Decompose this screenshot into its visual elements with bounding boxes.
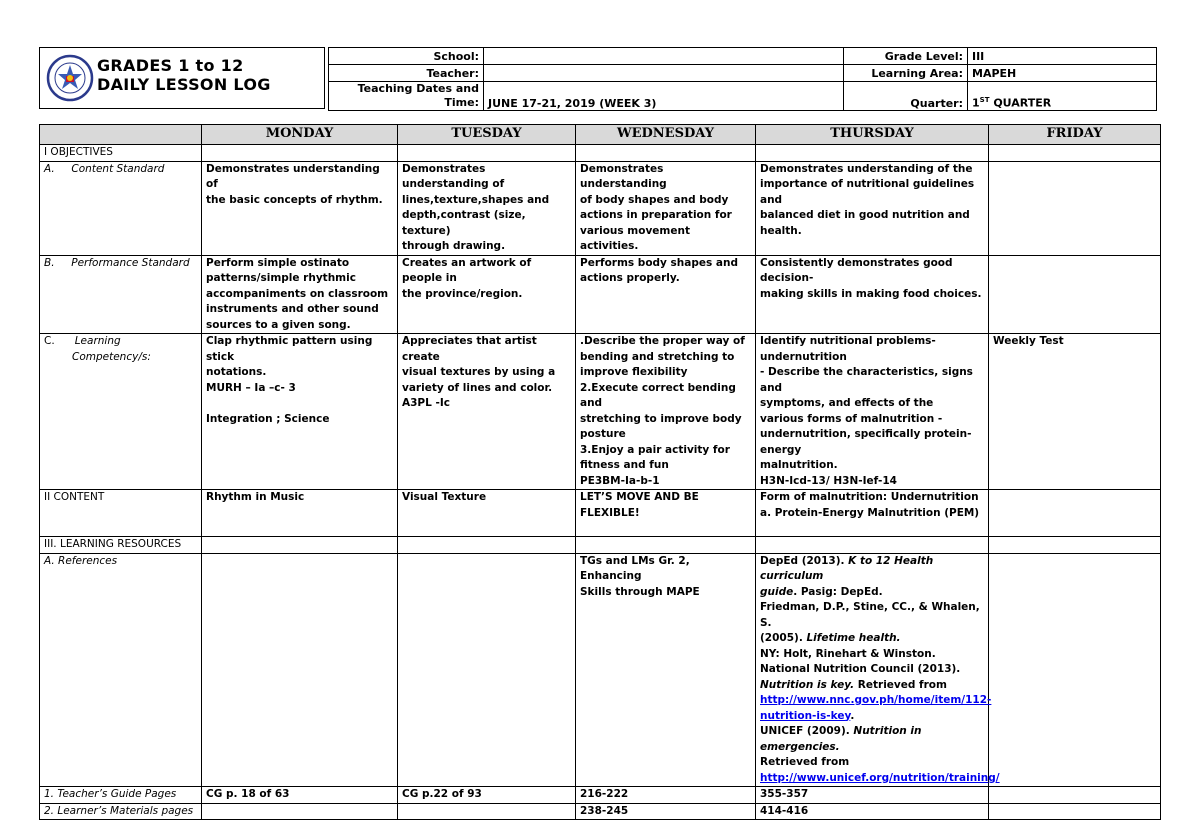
cell-line: Performs body shapes and [580,256,738,269]
cell-line: 2.Execute correct bending and [580,381,736,409]
references-thursday: DepEd (2013). K to 12 Health curriculum guide. Pasig: DepEd. Friedman, D.P., Stine, CC., & Whalen, S. (2005). Lifetime health. NY: Holt, Rinehart & Winston. National Nutrition Council (2013). Nutrition is key. Retrieved from http://www.nnc.gov.ph/home/item/112- nutrition-is-key. UNICEF (2009). Nutrition in emergencies. Retrieved from http://www.unicef.org/nutrition/training/ [756,553,989,787]
cell-line: lines,texture,shapes and [402,193,550,206]
competency-monday [202,334,398,490]
cell-line: - Describe the characteristics, signs and [760,366,973,394]
cell-line: posture [580,428,626,440]
teacher-label: Teacher: [329,65,484,82]
cell-line: the basic concepts of rhythm. [206,193,383,206]
day-header-monday: MONDAY [202,125,398,145]
cell-line: MURH – Ia –c- 3 [206,381,296,394]
performance-standard-monday [202,255,398,334]
performance-standard-row [40,255,1161,334]
performance-standard-label: B. Performance Standard [40,255,202,334]
content-standard-wednesday [576,161,756,255]
cell-line: making skills in making food choices. [760,287,982,300]
day-header-tuesday: TUESDAY [398,125,576,145]
deped-seal-logo [46,52,94,104]
cell-line: notations. [206,366,267,378]
lm-friday [989,803,1161,820]
performance-standard-friday [989,255,1161,334]
cell-line: depth,contrast (size, texture) [402,209,526,237]
performance-standard-tuesday [398,255,576,334]
title-grades: GRADES 1 to 12 [97,56,244,75]
title-daily-lesson-log: DAILY LESSON LOG [97,75,271,94]
cell-line: through drawing. [402,240,506,252]
content-wednesday [576,490,756,537]
competency-thursday [756,334,989,490]
cell-line: Demonstrates understanding of the [760,162,973,175]
cell-line: Form of malnutrition: Undernutrition [760,491,979,503]
cell-line: stretching to improve body [580,412,742,425]
day-header-friday: FRIDAY [989,125,1161,145]
cell-line: TGs and LMs Gr. 2, Enhancing [580,554,690,582]
lm-pages-label: 2. Learner’s Materials pages [40,803,202,820]
cell-line: patterns/simple rhythmic [206,272,356,284]
cell-line: of body shapes and body [580,193,729,206]
performance-standard-wednesday [576,255,756,334]
competency-tuesday [398,334,576,490]
cell-line: symptoms, and effects of the [760,397,934,409]
lm-pages-row [40,803,1161,820]
tg-wednesday: 216-222 [576,787,756,804]
tg-tuesday: CG p.22 of 93 [398,787,576,804]
references-row [40,553,1161,787]
cell-line: A3PL -Ic [402,397,450,409]
references-friday [989,553,1161,787]
cell-line: improve flexibility [580,366,688,378]
cell-line: Demonstrates understanding of [402,162,505,190]
cell-line: Skills through MAPE [580,585,700,598]
cell-line: LET’S MOVE AND BE FLEXIBLE! [580,491,699,519]
learning-resources-row [40,537,1161,554]
cell-line: Consistently demonstrates good decision- [760,256,953,284]
cell-line: various movement activities. [580,224,690,252]
school-label: School: [329,48,484,65]
lm-thursday: 414-416 [756,803,989,820]
objectives-row [40,145,1161,162]
cell-line: the province/region. [402,287,523,300]
lm-monday [202,803,398,820]
content-standard-label: A. Content Standard [40,161,202,255]
cell-line: fitness and fun [580,459,669,471]
cell-line: Clap rhythmic pattern using stick [206,335,373,363]
content-row [40,490,1161,537]
title-block [39,47,325,109]
lesson-log-table [39,124,1161,820]
teacher-field[interactable] [484,65,844,82]
cell-line: .Describe the proper way of [580,335,745,347]
grade-level-label: Grade Level: [844,48,968,65]
cell-line: a. Protein-Energy Malnutrition (PEM) [760,506,980,519]
cell-line: sources to a given song. [206,318,351,331]
content-standard-row [40,161,1161,255]
tg-monday: CG p. 18 of 63 [202,787,398,804]
learning-area-label: Learning Area: [844,65,968,82]
cell-line: importance of nutritional guidelines and [760,178,975,206]
day-header-wednesday: WEDNESDAY [576,125,756,145]
cell-line: health. [760,224,802,237]
objectives-label: I OBJECTIVES [40,145,202,162]
nnc-link-cont[interactable]: nutrition-is-key [760,709,851,722]
competency-friday [989,334,1161,490]
tg-friday [989,787,1161,804]
cell-line: Integration ; Science [206,412,330,425]
cell-line: balanced diet in good nutrition and [760,209,970,221]
content-standard-thursday [756,161,989,255]
content-friday [989,490,1161,537]
cell-line: accompaniments on classroom [206,287,389,300]
cell-line: PE3BM-Ia-b-1 [580,474,660,487]
references-monday [202,553,398,787]
cell-line: undernutrition, specifically protein- [760,428,972,440]
quarter-field[interactable]: 1ST QUARTER [968,82,1157,111]
cell-line: actions in preparation for [580,209,732,221]
content-thursday [756,490,989,537]
tg-pages-label: 1. Teacher’s Guide Pages [40,787,202,804]
lm-tuesday [398,803,576,820]
corner-cell [40,125,202,145]
cell-line: instruments and other sound [206,303,379,315]
cell-line: 3.Enjoy a pair activity for [580,443,730,456]
content-standard-friday [989,161,1161,255]
cell-line: actions properly. [580,272,680,284]
cell-line: various forms of malnutrition - [760,412,943,425]
cell-line: variety of lines and color. [402,381,553,394]
cell-line: Perform simple ostinato [206,256,350,269]
competency-wednesday [576,334,756,490]
teaching-dates-field[interactable]: JUNE 17-21, 2019 (WEEK 3) [484,82,844,111]
competency-row [40,334,1161,490]
learning-resources-label: III. LEARNING RESOURCES [40,537,202,554]
header [39,47,1156,109]
cell-line: Rhythm in Music [206,491,305,503]
cell-line: malnutrition. [760,459,838,471]
quarter-label: Quarter: [844,82,968,111]
tg-pages-row [40,787,1161,804]
cell-line: Demonstrates understanding of [206,162,380,190]
school-field[interactable] [484,48,844,65]
unicef-link[interactable]: http://www.unicef.org/nutrition/training/ [760,771,1000,784]
content-standard-monday [202,161,398,255]
cell-line: Weekly Test [993,335,1064,347]
info-table [328,47,1157,111]
cell-line: energy [760,443,802,456]
content-label: II CONTENT [40,490,202,537]
cell-line: Demonstrates understanding [580,162,667,190]
content-tuesday [398,490,576,537]
day-header-thursday: THURSDAY [756,125,989,145]
cell-line [206,396,393,412]
cell-line: Creates an artwork of people in [402,256,532,284]
content-monday [202,490,398,537]
cell-line: undernutrition [760,350,847,363]
content-standard-tuesday [398,161,576,255]
cell-line: bending and stretching to [580,350,735,363]
references-label: A. References [40,553,202,787]
performance-standard-thursday [756,255,989,334]
cell-line: visual textures by using a [402,366,556,378]
cell-line: Appreciates that artist create [402,335,537,363]
references-tuesday [398,553,576,787]
cell-line: H3N-Icd-13/ H3N-Ief-14 [760,474,897,487]
grade-level-field[interactable]: III [968,48,1157,65]
lm-wednesday: 238-245 [576,803,756,820]
learning-area-field[interactable]: MAPEH [968,65,1157,82]
day-header-row [40,125,1161,145]
teaching-dates-label: Teaching Dates and Time: [329,82,484,111]
references-wednesday [576,553,756,787]
tg-thursday: 355-357 [756,787,989,804]
cell-line: Identify nutritional problems- [760,335,936,347]
cell-line: Visual Texture [402,491,487,503]
competency-label: C. Learning Competency/s: [40,334,202,490]
nnc-link[interactable]: http://www.nnc.gov.ph/home/item/112- [760,694,992,706]
